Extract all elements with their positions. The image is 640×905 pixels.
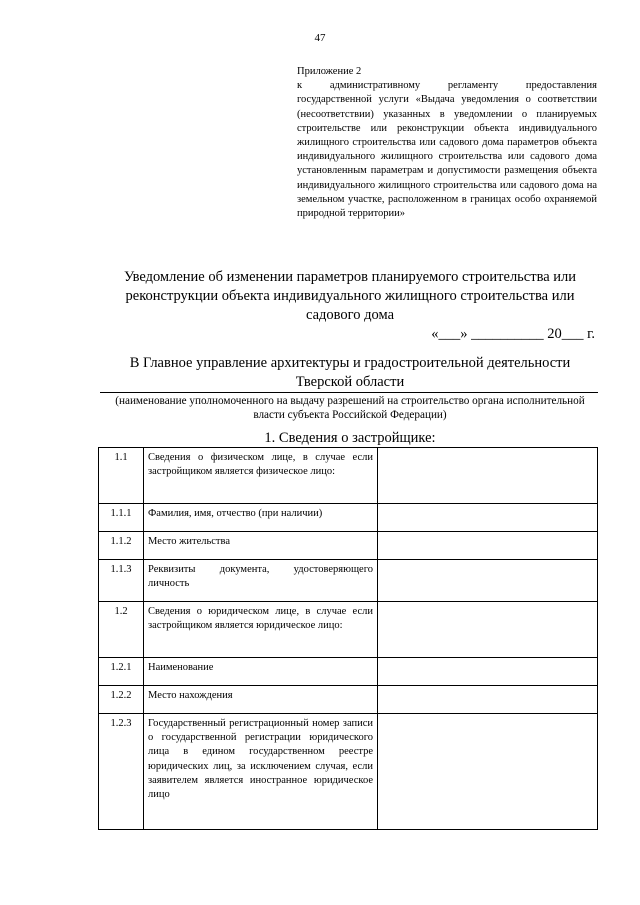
row-number: 1.1 — [99, 448, 144, 504]
row-value-field[interactable] — [378, 602, 598, 658]
row-label: Реквизиты документа, удостоверяющего личность — [144, 560, 378, 602]
table-row — [99, 658, 598, 686]
section-heading: 1. Сведения о застройщике: — [264, 430, 436, 446]
row-value-field[interactable] — [378, 532, 598, 560]
table-row — [99, 532, 598, 560]
row-number: 1.2.1 — [99, 658, 144, 686]
table-row — [99, 504, 598, 532]
table-row — [99, 686, 598, 714]
row-value-field[interactable] — [378, 504, 598, 532]
developer-info-table — [98, 447, 598, 830]
row-value-field[interactable] — [378, 448, 598, 504]
row-label: Наименование — [144, 658, 378, 686]
row-number: 1.1.3 — [99, 560, 144, 602]
row-number: 1.1.1 — [99, 504, 144, 532]
recipient-caption: (наименование уполномоченного на выдачу разрешений на строительство органа исполнительной власти субъекта Российской Федерации) — [115, 395, 585, 421]
table-row — [99, 714, 598, 830]
table-row — [99, 560, 598, 602]
page-number: 47 — [314, 32, 326, 44]
appendix-title: Приложение 2 — [297, 66, 362, 77]
table-row — [99, 448, 598, 504]
table-row — [99, 602, 598, 658]
row-value-field[interactable] — [378, 658, 598, 686]
row-label: Место жительства — [144, 532, 378, 560]
row-label: Государственный регистрационный номер записи о государственной регистрации юридического лица в едином государственном реестре юридических лиц, за исключением случая, если заявителем является иностранное юридическое лицо — [144, 714, 378, 830]
row-label: Сведения о юридическом лице, в случае если застройщиком является юридическое лицо: — [144, 602, 378, 658]
document-title: Уведомление об изменении параметров планируемого строительства или реконструкции объекта индивидуального жилищного строительства или садового дома — [123, 269, 577, 323]
row-number: 1.2.2 — [99, 686, 144, 714]
row-value-field[interactable] — [378, 686, 598, 714]
row-number: 1.2 — [99, 602, 144, 658]
recipient-underline — [100, 392, 598, 393]
row-value-field[interactable] — [378, 560, 598, 602]
date-line: «___» __________ 20___ г. — [431, 326, 595, 342]
recipient-name: В Главное управление архитектуры и градостроительной деятельности Тверской области — [129, 355, 571, 390]
row-label: Сведения о физическом лице, в случае если застройщиком является физическое лицо: — [144, 448, 378, 504]
row-number: 1.2.3 — [99, 714, 144, 830]
appendix-text: к административному регламенту предоставления государственной услуги «Выдача уведомления о соответствии (несоответствии) указанных в уведомлении о планируемых строительстве или реконструкции объекта индивидуального жилищного строительства или садового дома параметров объекта индивидуального жилищного строительства или садового дома установленным параметрам и допустимости размещения объекта индивидуального жилищного строительства или садового дома на земельном участке, расположенном в границах особо охраняемой природной территории» — [297, 80, 597, 220]
appendix-block — [297, 65, 597, 221]
row-label: Место нахождения — [144, 686, 378, 714]
row-value-field[interactable] — [378, 714, 598, 830]
row-number: 1.1.2 — [99, 532, 144, 560]
row-label: Фамилия, имя, отчество (при наличии) — [144, 504, 378, 532]
